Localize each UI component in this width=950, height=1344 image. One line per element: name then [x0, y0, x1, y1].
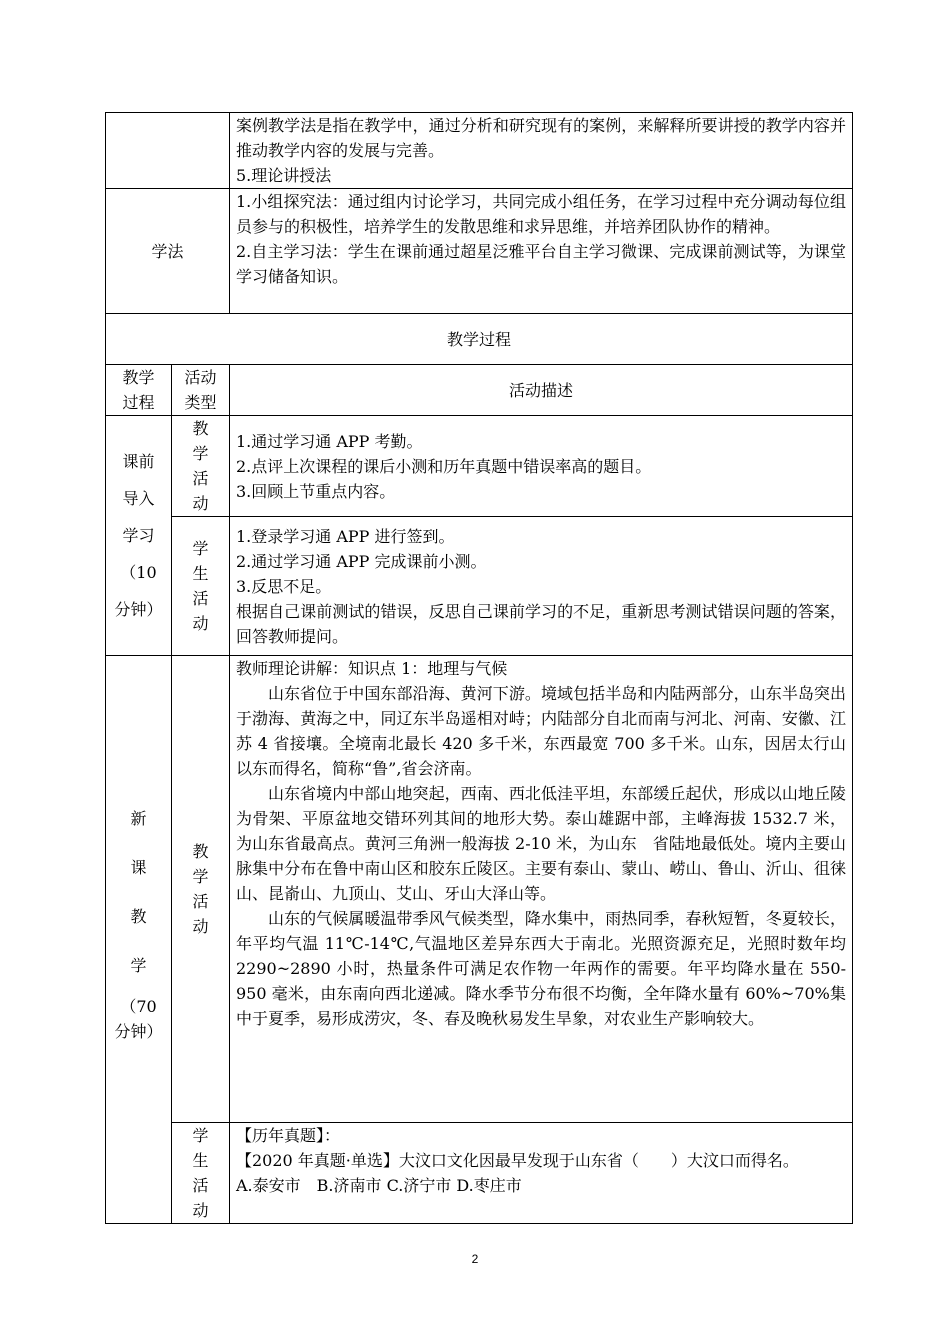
method-label-cell: [106, 113, 230, 189]
lecture-heading: 教师理论讲解：知识点 1：地理与气候: [236, 659, 508, 678]
pre-class-stage: 课前 导入 学习 （10 分钟）: [106, 416, 172, 656]
study-method-item-1: 1.小组探究法：通过组内讨论学习，共同完成小组任务，在学习过程中充分调动每位组员参与的积极性，培养学生的发散思维和求异思维，并培养团队协作的精神。: [236, 192, 846, 236]
header-type: 活动 类型: [172, 365, 230, 416]
study-method-row: [106, 189, 853, 314]
method-content-cell: [230, 113, 853, 189]
lecture-method-item: 5.理论讲授法: [236, 166, 332, 185]
header-stage: 教学 过程: [106, 365, 172, 416]
past-exam-heading: 【历年真题】：: [236, 1126, 341, 1145]
pre-class-student-type: 学 生 活 动: [172, 517, 230, 656]
geography-paragraph-2: 山东省境内中部山地突起，西南、西北低洼平坦，东部缓丘起伏，形成以山地丘陵为骨架、平原盆地交错环列其间的地形大势。泰山雄踞中部，主峰海拔 1532.7 米，为山东省最高点。黄河三角洲一般海拔 2-10 米，为山东 省陆地最低处。境内主要山脉集中分布在鲁中南山区和胶东丘陵区。主要有泰山、蒙山、崂山、鲁山、沂山、徂徕山、昆嵛山、九顶山、艾山、牙山大泽山等。: [236, 784, 846, 903]
new-lesson-teacher-row: [106, 656, 853, 1123]
study-method-label: 学法: [106, 189, 230, 314]
new-lesson-student-content: [230, 1123, 853, 1224]
list-item: 1.通过学习通 APP 考勤。: [236, 431, 423, 451]
climate-paragraph: 山东的气候属暖温带季风气候类型，降水集中，雨热同季，春秋短暂，冬夏较长，年平均气温 11℃-14℃,气温地区差异东西大于南北。光照资源充足，光照时数年均 2290~2890 小时，热量条件可满足农作物一年两作的需要。年平均降水量在 550-950 毫米，由东南向西北递减。降水季节分布很不均衡，全年降水量有 60%~70%集中于夏季，易形成涝灾，冬、春及晚秋易发生旱象，对农业生产影响较大。: [236, 909, 846, 1028]
pre-class-student-content: [230, 517, 853, 656]
exam-question: 【2020 年真题·单选】大汶口文化因最早发现于山东省（ ）大汶口而得名。: [236, 1151, 799, 1170]
list-item: 2.点评上次课程的课后小测和历年真题中错误率高的题目。: [236, 456, 652, 476]
list-item: 3.回顾上节重点内容。: [236, 481, 396, 501]
list-item: 1.登录学习通 APP 进行签到。: [236, 526, 455, 546]
study-method-item-2: 2.自主学习法：学生在课前通过超星泛雅平台自主学习微课、完成课前测试等，为课堂学习储备知识。: [236, 242, 846, 286]
pre-class-teacher-type: 教 学 活 动: [172, 416, 230, 517]
geography-paragraph-1: 山东省位于中国东部沿海、黄河下游。境域包括半岛和内陆两部分，山东半岛突出于渤海、黄海之中，同辽东半岛遥相对峙；内陆部分自北而南与河北、河南、安徽、江苏 4 省接壤。全境南北最长 420 多千米，东西最宽 700 多千米。山东，因居太行山以东而得名，简称“鲁”,省会济南。: [236, 684, 846, 778]
new-lesson-student-type: 学 生 活 动: [172, 1123, 230, 1224]
reflection-note: 根据自己课前测试的错误，反思自己课前学习的不足，重新思考测试错误问题的答案，回答教师提问。: [236, 601, 846, 646]
exam-options: A.泰安市 B.济南市 C.济宁市 D.枣庄市: [236, 1176, 522, 1195]
header-row: [106, 365, 853, 416]
header-description: 活动描述: [230, 365, 853, 416]
page-number: 2: [471, 1252, 479, 1266]
case-method-text: 案例教学法是指在教学中，通过分析和研究现有的案例，来解释所要讲授的教学内容并推动教学内容的发展与完善。: [236, 116, 846, 160]
lesson-plan-table: [105, 112, 853, 1224]
pre-class-teacher-row: [106, 416, 853, 517]
process-title: 教学过程: [106, 314, 853, 365]
list-item: 2.通过学习通 APP 完成课前小测。: [236, 551, 487, 571]
new-lesson-student-row: [106, 1123, 853, 1224]
pre-class-teacher-content: [230, 416, 853, 517]
new-lesson-teacher-type: 教 学 活 动: [172, 656, 230, 1123]
list-item: 3.反思不足。: [236, 576, 332, 596]
method-continuation-row: [106, 113, 853, 189]
study-method-content: [230, 189, 853, 314]
pre-class-student-row: [106, 517, 853, 656]
process-title-row: [106, 314, 853, 365]
new-lesson-teacher-content: [230, 656, 853, 1123]
new-lesson-stage: 新 课 教 学 （70 分钟）: [106, 656, 172, 1224]
